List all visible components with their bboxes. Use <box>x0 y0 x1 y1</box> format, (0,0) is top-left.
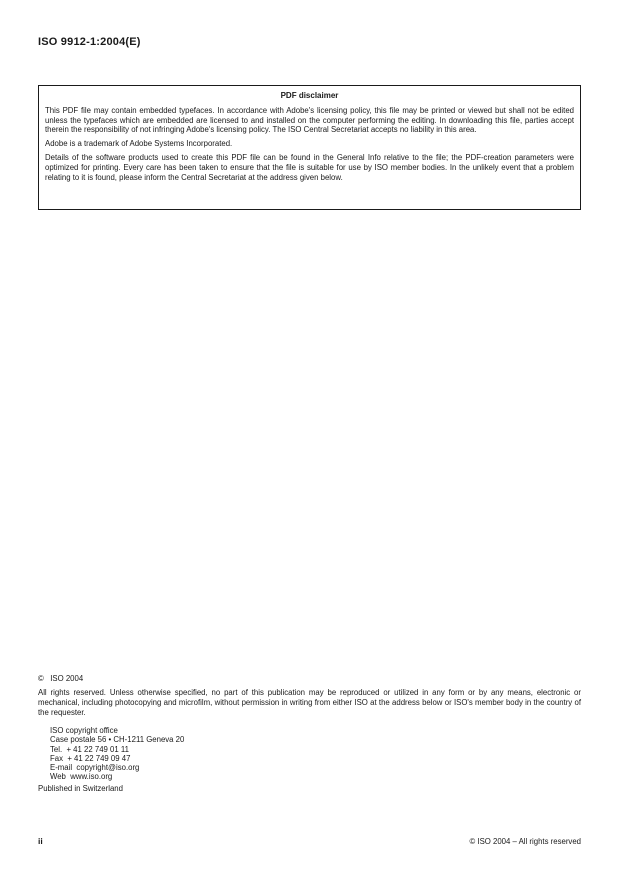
address-line-email: E-mail copyright@iso.org <box>50 763 140 773</box>
page-footer <box>38 836 581 846</box>
footer-copyright: © ISO 2004 – All rights reserved <box>469 837 581 846</box>
rights-reserved-text: All rights reserved. Unless otherwise specified, no part of this publication may be reproduced or utilized in any form or by any means, electronic or mechanical, including photocopying and microfilm, without permission in writing from either ISO at the address below or ISO's member body in the country of the requester. <box>38 688 581 717</box>
pdf-disclaimer-box <box>38 85 581 210</box>
disclaimer-paragraph: This PDF file may contain embedded typefaces. In accordance with Adobe's licensing policy, this file may be printed or viewed but shall not be edited unless the typefaces which are embedded are licensed to and installed on the computer performing the editing. In downloading this file, parties accept therein the responsibility of not infringing Adobe's licensing policy. The ISO Central Secretariat accepts no liability in this area. <box>45 106 574 135</box>
address-line-postal: Case postale 56 • CH-1211 Geneva 20 <box>50 735 185 745</box>
page-number: ii <box>38 836 43 846</box>
disclaimer-title: PDF disclaimer <box>280 91 339 100</box>
address-line-office: ISO copyright office <box>50 726 118 735</box>
copyright-notice: © ISO 2004 <box>38 674 84 683</box>
address-line-tel: Tel. + 41 22 749 01 11 <box>50 744 129 754</box>
iso-copyright-office-address <box>50 726 184 782</box>
disclaimer-paragraph: Adobe is a trademark of Adobe Systems Incorporated. <box>45 139 233 149</box>
disclaimer-paragraph: Details of the software products used to create this PDF file can be found in the General Info relative to the file; the PDF-creation parameters were optimized for printing. Every care has been taken to ensure that the file is suitable for use by ISO member bodies. In the unlikely event that a problem relating to it is found, please inform the Central Secretariat at the address given below. <box>45 153 574 182</box>
published-in-switzerland: Published in Switzerland <box>38 784 123 793</box>
document-id-header: ISO 9912-1:2004(E) <box>38 36 141 48</box>
address-line-fax: Fax + 41 22 749 09 47 <box>50 753 131 763</box>
address-line-web: Web www.iso.org <box>50 772 113 782</box>
